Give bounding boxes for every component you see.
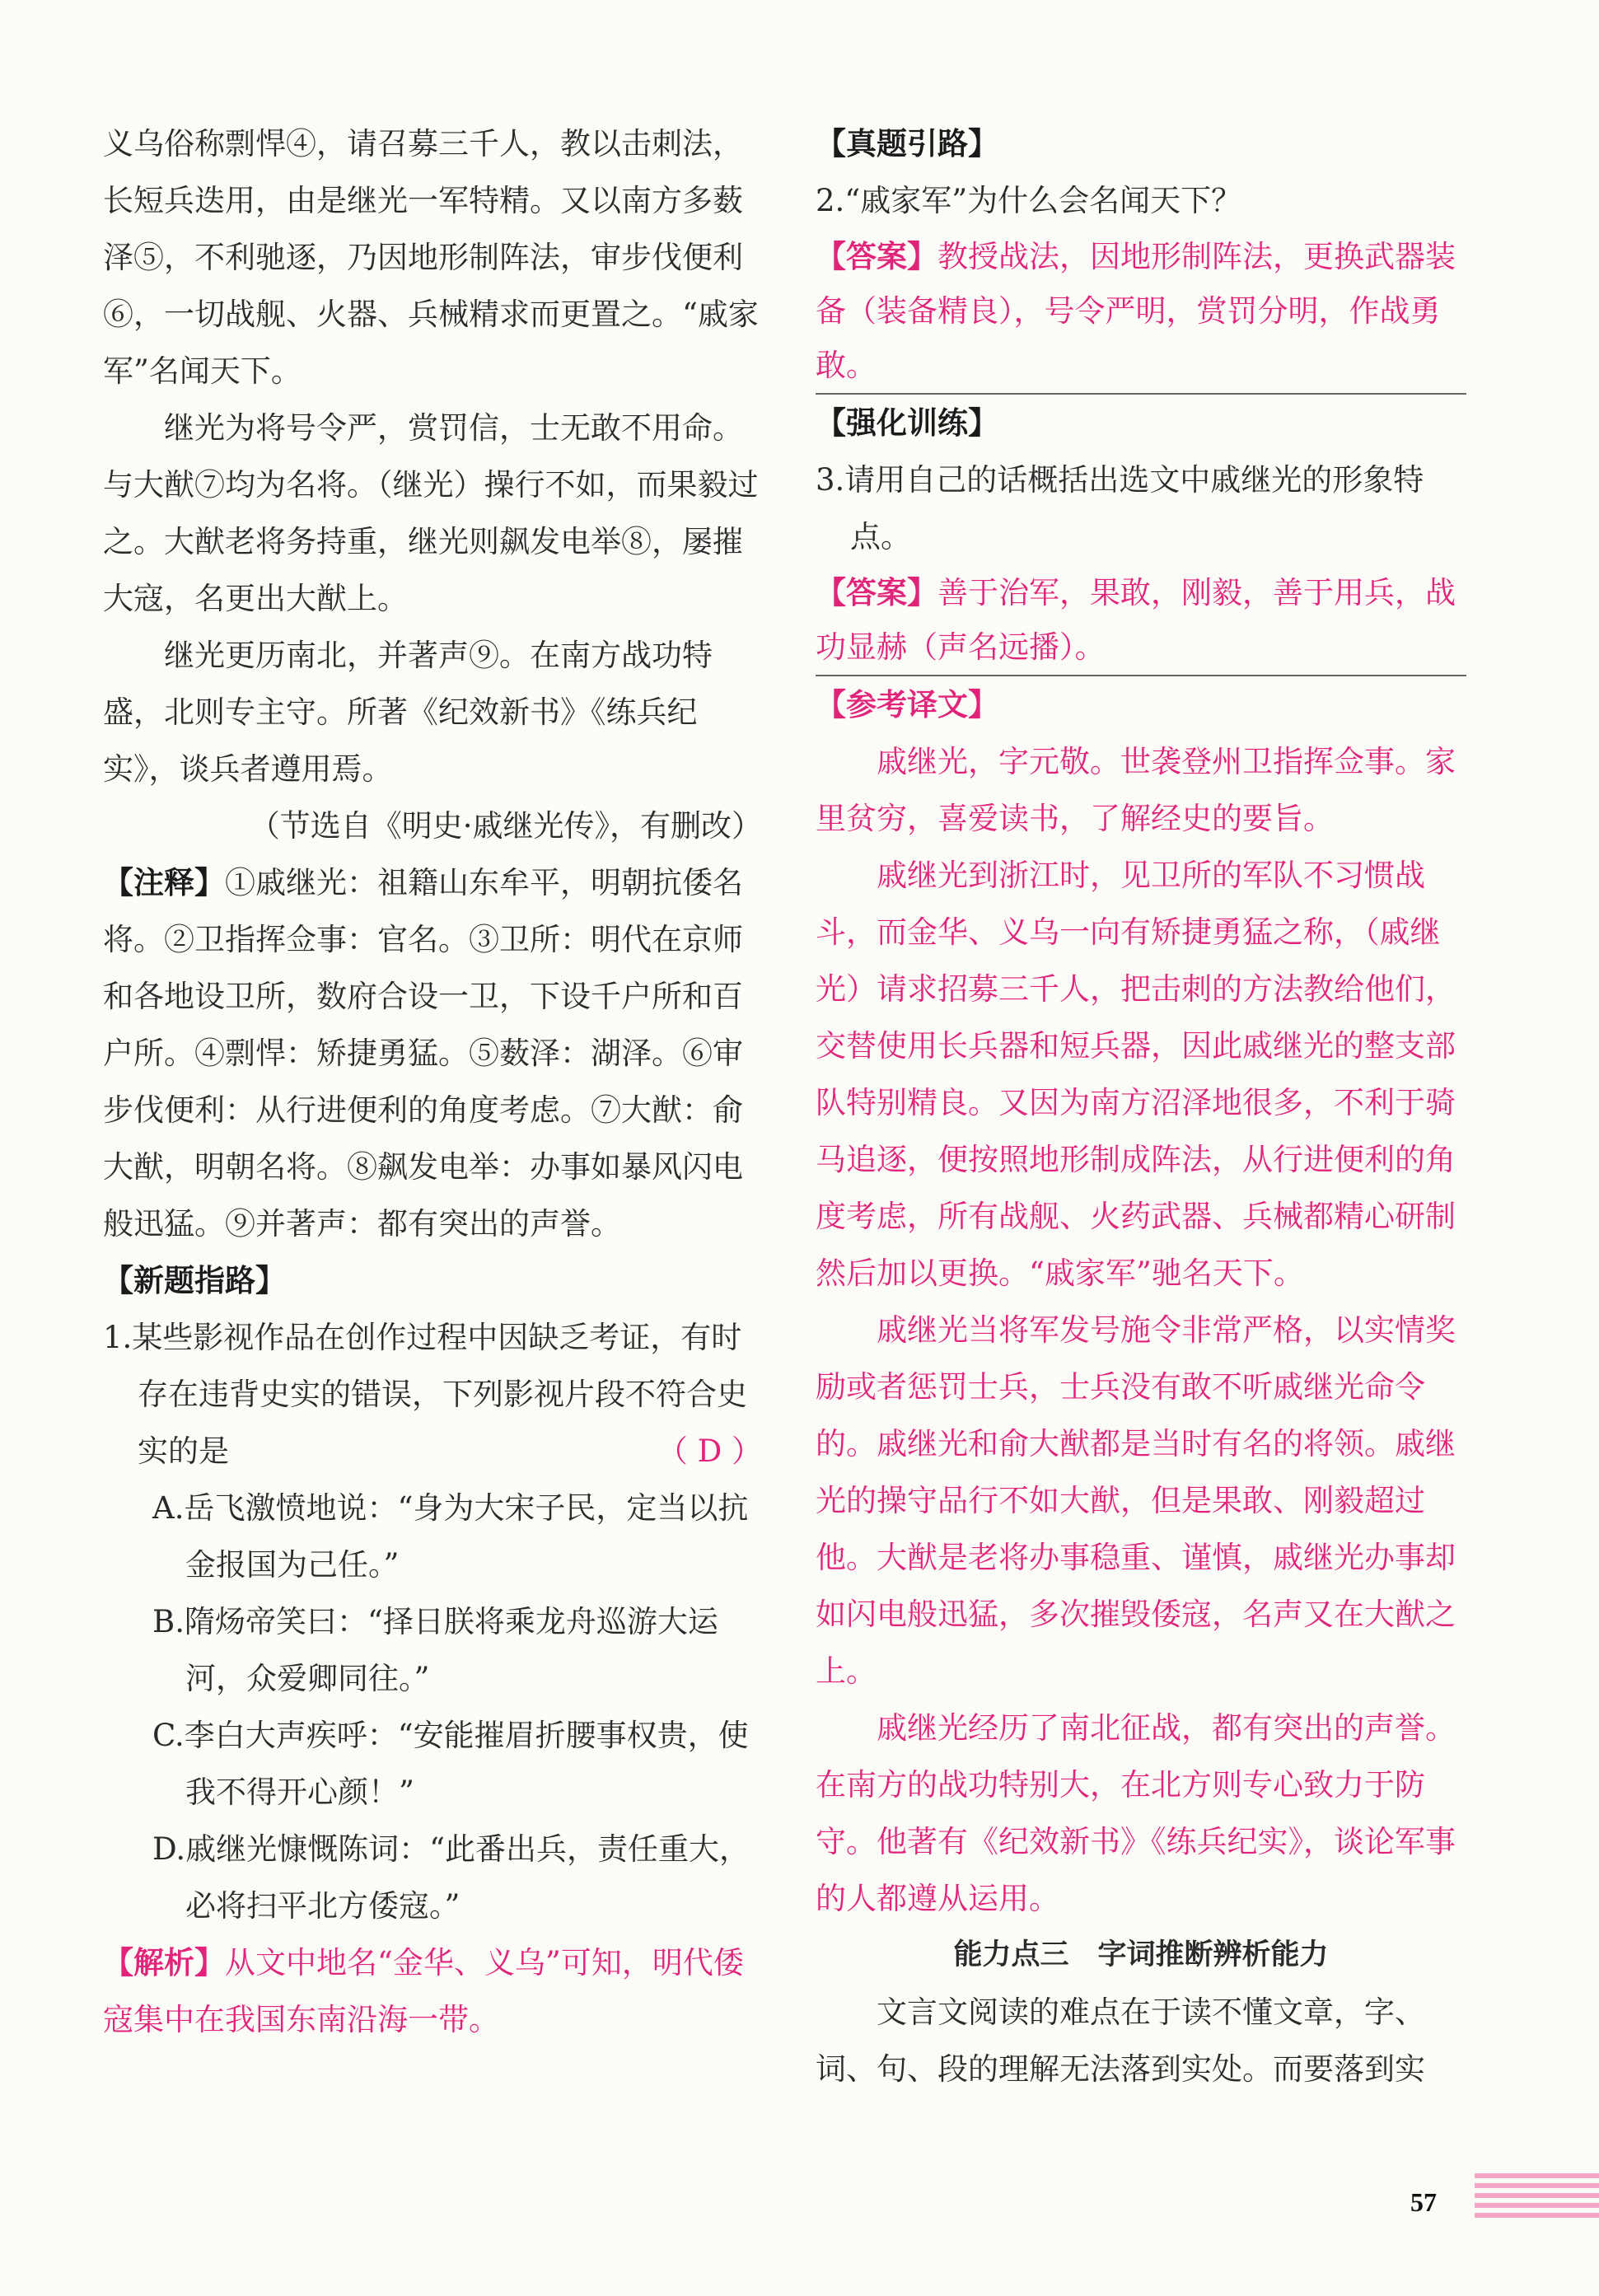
question-2-answer — [816, 229, 1466, 395]
answer-tag: 【答案】 — [816, 238, 937, 274]
passage-paragraph-3: 继光更历南北，并著声⑨。在南方战功特盛，北则专主守。所著《纪效新书》《练兵纪实》，谈兵者遵用焉。 — [103, 638, 713, 787]
translation-paragraph: 戚继光当将军发号施令非常严格，以实情奖励或者惩罚士兵，士兵没有敢不听戚继光命令的。戚继光和俞大猷都是当时有名的将领。戚继光的操守品行不如大猷，但是果敢、刚毅超过他。大猷是老将办事稳重、谨慎，戚继光办事却如闪电般迅猛，多次摧毁倭寇，名声又在大猷之上。 — [816, 1312, 1456, 1689]
notes — [103, 854, 762, 1252]
question-1-answer: （ D ） — [657, 1433, 762, 1469]
question-3: 3.请用自己的话概括出选文中戚继光的形象特点。 — [816, 462, 1424, 554]
option-c: C.李白大声疾呼：“安能摧眉折腰事权贵，使我不得开心颜！” — [152, 1718, 749, 1810]
analysis — [103, 1934, 762, 2048]
notes-tag: 【注释】 — [103, 864, 225, 900]
answer-tag: 【答案】 — [816, 574, 937, 610]
translation-paragraph: 戚继光，字元敬。世袭登州卫指挥佥事。家里贫穷，喜爱读书，了解经史的要旨。 — [816, 744, 1456, 836]
right-column — [816, 115, 1466, 2097]
question-3-answer — [816, 565, 1466, 676]
translation-heading: 【参考译文】 — [816, 686, 998, 722]
section-title: 能力点三 字词推断辨析能力 — [953, 1938, 1329, 1971]
left-column — [103, 115, 762, 2048]
passage-paragraph-2: 继光为将号令严，赏罚信，士无敢不用命。与大猷⑦均为名将。（继光）操行不如，而果毅过之。大猷老将务持重，继光则飙发电举⑧，屡摧大寇，名更出大猷上。 — [103, 410, 759, 616]
notes-text: ①戚继光：祖籍山东牟平，明朝抗倭名将。②卫指挥佥事：官名。③卫所：明代在京师和各地设卫所，数府合设一卫，下设千户所和百户所。④剽悍：矫捷勇猛。⑤薮泽：湖泽。⑥审步伐便利：从行进便利的角度考虑。⑦大猷：俞大猷，明朝名将。⑧飙发电举：办事如暴风闪电般迅猛。⑨并著声：都有突出的声誉。 — [103, 865, 743, 1242]
page-decoration-stripes — [1475, 2168, 1599, 2226]
question-2-answer-text: 教授战法，因地形制阵法，更换武器装备（装备精良），号令严明，赏罚分明，作战勇敢。 — [816, 239, 1456, 383]
zhenti-heading: 【真题引路】 — [816, 125, 998, 161]
analysis-text: 从文中地名“金华、义乌”可知，明代倭寇集中在我国东南沿海一带。 — [103, 1945, 744, 2037]
question-2: 2.“戚家军”为什么会名闻天下？ — [816, 183, 1242, 218]
translation-paragraph: 戚继光经历了南北征战，都有突出的声誉。在南方的战功特别大，在北方则专心致力于防守。他著有《纪效新书》《练兵纪实》，谈论军事的人都遵从运用。 — [816, 1710, 1456, 1916]
question-3-answer-text: 善于治军，果敢，刚毅，善于用兵，战功显赫（声名远播）。 — [816, 575, 1456, 665]
qianghua-heading: 【强化训练】 — [816, 404, 998, 441]
source-citation: （节选自《明史·戚继光传》，有删改） — [249, 808, 762, 844]
page-number: 57 — [1410, 2187, 1437, 2217]
question-1 — [103, 1309, 762, 1480]
option-b: B.隋炀帝笑曰：“择日朕将乘龙舟巡游大运河，众爱卿同往。” — [152, 1604, 718, 1696]
question-1-stem: 1.某些影视作品在创作过程中因缺乏考证，有时存在违背史实的错误，下列影视片段不符合史实的是 — [103, 1320, 747, 1469]
translation-paragraph: 戚继光到浙江时，见卫所的军队不习惯战斗，而金华、义乌一向有矫捷勇猛之称，（戚继光）请求招募三千人，把击刺的方法教给他们，交替使用长兵器和短兵器，因此戚继光的整支部队特别精良。又因为南方沼泽地很多，不利于骑马追逐，便按照地形制成阵法，从行进便利的角度考虑，所有战舰、火药武器、兵械都精心研制然后加以更换。“戚家军”驰名天下。 — [816, 858, 1456, 1291]
new-question-heading: 【新题指路】 — [103, 1262, 286, 1298]
option-a: A.岳飞激愤地说：“身为大宋子民，定当以抗金报国为己任。” — [152, 1490, 749, 1583]
analysis-tag: 【解析】 — [103, 1944, 225, 1980]
section-text: 文言文阅读的难点在于读不懂文章，字、词、句、段的理解无法落到实处。而要落到实 — [816, 1994, 1425, 2087]
passage-paragraph-1: 义乌俗称剽悍④，请召募三千人，教以击刺法，长短兵迭用，由是继光一军特精。又以南方多薮泽⑤，不利驰逐，乃因地形制阵法，审步伐便利⑥，一切战舰、火器、兵械精求而更置之。“戚家军”名闻天下。 — [103, 126, 759, 389]
option-d: D.戚继光慷慨陈词：“此番出兵，责任重大，必将扫平北方倭寇。” — [152, 1831, 750, 1924]
